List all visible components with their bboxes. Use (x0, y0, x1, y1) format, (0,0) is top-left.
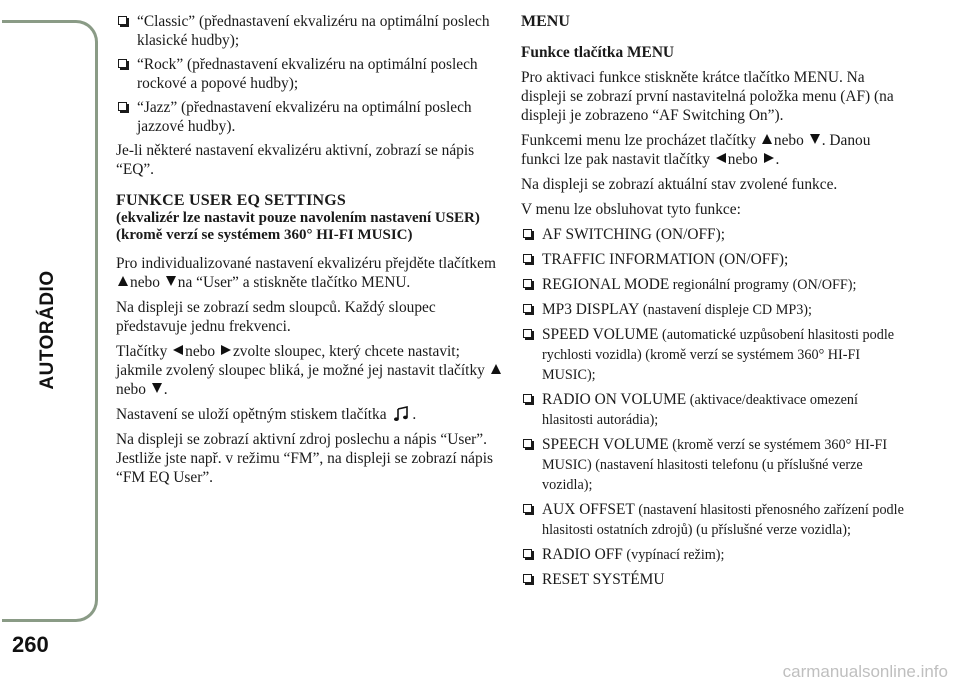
menu-item-desc: (nastavení hlasitosti přenosného zařízení podle hlasitosti ostatních zdrojů) (u příslušné verze vozidla); (542, 502, 904, 538)
arrow-left-icon (173, 345, 183, 355)
text-fragment: . (412, 406, 417, 423)
paragraph-menu-functions: V menu lze obsluhovat tyto funkce: (521, 201, 741, 218)
menu-item-regional-mode (521, 275, 911, 295)
section-subheading-1: (ekvalizér lze nastavit pouze navolením nastavení USER) (116, 210, 480, 226)
menu-item-speed-volume (521, 325, 911, 385)
menu-item-label: RADIO ON VOLUME (542, 391, 687, 408)
arrow-right-icon (764, 153, 774, 163)
menu-item-desc: (aktivace/deaktivace omezení hlasitosti autorádia); (542, 392, 858, 428)
arrow-down-icon (152, 383, 162, 393)
menu-item-desc: (nastavení displeje CD MP3); (639, 302, 812, 318)
text-fragment: Funkcemi menu lze procházet tlačítky (521, 132, 757, 149)
text-fragment: nebo (773, 132, 804, 149)
paragraph-select-column (116, 342, 508, 399)
menu-item-traffic-info (521, 250, 911, 270)
arrow-up-icon (118, 276, 128, 286)
text-fragment: nebo (185, 343, 216, 360)
paragraph-select-user (116, 254, 508, 292)
text-fragment: Pro individualizované nastavení ekvalizéru přejděte tlačítkem (116, 255, 496, 272)
watermark-text: carmanualsonline.info (782, 662, 948, 681)
text-fragment: Nastavení se uloží opětným stiskem tlačítka (116, 406, 387, 423)
menu-item-desc: (automatické uzpůsobení hlasitosti podle rychlosti vozidla) (kromě verzí se systémem 360° HI-FI MUSIC); (542, 327, 895, 383)
menu-subheading: Funkce tlačítka MENU (521, 44, 675, 61)
section-heading-user-eq: FUNKCE USER EQ SETTINGS (116, 192, 346, 209)
menu-item-label: RADIO OFF (542, 546, 623, 563)
text-fragment: . (163, 381, 168, 398)
menu-item-label: REGIONAL MODE (542, 276, 670, 293)
music-note-icon (393, 406, 409, 422)
text-fragment: Tlačítky (116, 343, 168, 360)
menu-heading: MENU (521, 13, 570, 30)
text-fragment: . (775, 151, 780, 168)
menu-item-aux-offset (521, 500, 911, 540)
arrow-left-icon (716, 153, 726, 163)
arrow-down-icon (166, 276, 176, 286)
menu-item-radio-on-volume (521, 390, 911, 430)
chapter-label: AUTORÁDIO (37, 270, 58, 390)
text-fragment: na “User” a stiskněte tlačítko MENU. (177, 274, 411, 291)
menu-item-label: TRAFFIC INFORMATION (ON/OFF); (542, 251, 789, 268)
page-number: 260 (12, 632, 49, 657)
eq-bullet-jazz: “Jazz” (přednastavení ekvalizéru na optimální poslech jazzové hudby). (116, 98, 508, 136)
text-fragment: nebo (727, 151, 758, 168)
paragraph-menu-state: Na displeji se zobrazí aktuální stav zvolené funkce. (521, 176, 838, 193)
arrow-right-icon (221, 345, 231, 355)
text-fragment: . Danou funkci lze pak nastavit tlačítky (521, 132, 871, 168)
arrow-up-icon (491, 364, 501, 374)
menu-item-label: SPEECH VOLUME (542, 436, 669, 453)
menu-item-label: RESET SYSTÉMU (542, 571, 665, 588)
menu-item-af-switching (521, 225, 911, 245)
paragraph-display-info: Na displeji se zobrazí aktivní zdroj poslechu a nápis “User”. Jestliže jste např. v režimu “FM”, na displeji se zobrazí nápis “FM EQ User”. (116, 431, 493, 486)
menu-item-label: MP3 DISPLAY (542, 301, 640, 318)
section-subheading-2: (kromě verzí se systémem 360° HI-FI MUSIC) (116, 227, 413, 243)
paragraph-menu-activate: Pro aktivaci funkce stiskněte krátce tlačítko MENU. Na displeji se zobrazí první nastavitelná položka menu (AF) (na displeji je zobrazeno “AF Switching On”). (521, 69, 894, 124)
menu-item-desc: (kromě verzí se systémem 360° HI-FI MUSIC) (nastavení hlasitosti telefonu (u příslušné verze vozidla); (542, 437, 888, 493)
arrow-up-icon (762, 134, 772, 144)
text-fragment: nebo (130, 274, 160, 291)
text-fragment: zvolte sloupec, který chcete nastavit; jakmile zvolený sloupec bliká, je možné jej nastavit tlačítky (116, 343, 485, 379)
right-column (521, 12, 911, 595)
menu-item-label: AF SWITCHING (ON/OFF); (542, 226, 725, 243)
left-column (116, 12, 508, 493)
menu-item-label: SPEED VOLUME (542, 326, 659, 343)
paragraph-menu-navigate (521, 131, 911, 169)
menu-item-radio-off (521, 545, 911, 565)
eq-note: Je-li některé nastavení ekvalizéru aktivní, zobrazí se nápis “EQ”. (116, 142, 475, 178)
arrow-down-icon (810, 134, 820, 144)
eq-bullet-rock: “Rock” (přednastavení ekvalizéru na optimální poslech rockové a popové hudby); (116, 55, 508, 93)
menu-item-label: AUX OFFSET (542, 501, 635, 518)
menu-item-reset-system (521, 570, 911, 590)
menu-item-speech-volume (521, 435, 911, 495)
menu-item-desc: (vypínací režim); (622, 547, 725, 563)
menu-item-mp3-display (521, 300, 911, 320)
menu-item-desc: regionální programy (ON/OFF); (669, 277, 857, 293)
paragraph-save (116, 405, 508, 424)
paragraph-columns: Na displeji se zobrazí sedm sloupců. Každý sloupec představuje jednu frekvenci. (116, 299, 436, 335)
text-fragment: nebo (116, 381, 146, 398)
eq-bullet-classic: “Classic” (přednastavení ekvalizéru na optimální poslech klasické hudby); (116, 12, 508, 50)
